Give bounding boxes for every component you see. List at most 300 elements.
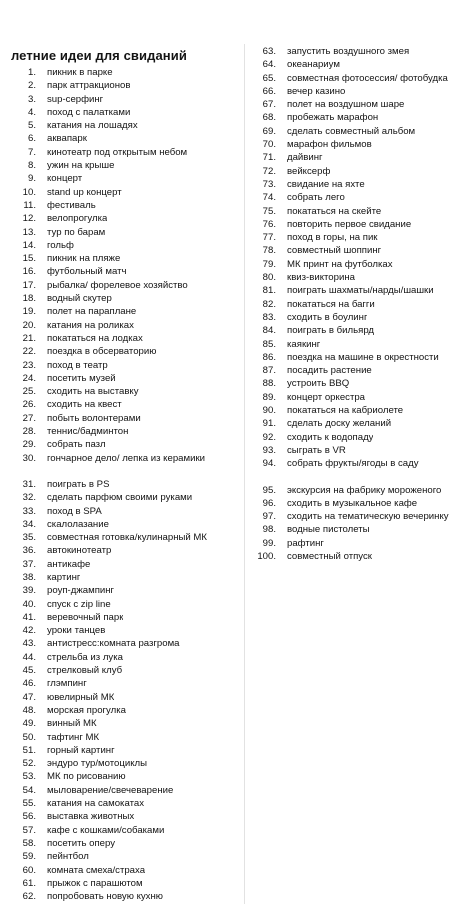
list-item-text: сделать совместный альбом	[287, 125, 416, 137]
list-item-number: 77.	[262, 232, 276, 244]
list-item	[16, 292, 244, 305]
list-item	[256, 351, 470, 364]
list-item-number: 94.	[262, 458, 276, 470]
list-item	[16, 717, 244, 730]
list-item-text: поход в SPA	[47, 505, 102, 517]
list-item-text: винный МК	[47, 718, 97, 730]
list-item-number: 55.	[22, 798, 36, 810]
list-item-number: 85.	[262, 338, 276, 350]
list-item-text: катания на самокатах	[47, 798, 144, 810]
list-item	[16, 119, 244, 132]
list-item-number: 72.	[262, 165, 276, 177]
list-item	[16, 651, 244, 664]
list-item-text: свидание на яхте	[287, 178, 365, 190]
list-item-number: 26.	[22, 399, 36, 411]
list-item-number: 20.	[22, 319, 36, 331]
list-item-text: ужин на крыше	[47, 160, 115, 172]
list-item-text: роуп-джампинг	[47, 585, 115, 597]
list-item-text: рыбалка/ форелевое хозяйство	[47, 279, 188, 291]
list-item-text: выставка животных	[47, 811, 135, 823]
list-item	[16, 212, 244, 225]
list-item-text: стрелковый клуб	[47, 665, 123, 677]
list-item	[16, 584, 244, 597]
list-item-text: поход в театр	[47, 359, 108, 371]
list-item	[16, 491, 244, 504]
list-item	[16, 398, 244, 411]
list-item-text: повторить первое свидание	[287, 218, 412, 230]
list-item	[16, 850, 244, 863]
list-item-number: 79.	[262, 258, 276, 270]
list-item	[256, 324, 470, 337]
list-item	[256, 151, 470, 164]
list-item	[256, 45, 470, 58]
list-item-number: 65.	[262, 72, 276, 84]
list-item	[256, 537, 470, 550]
list-item-number: 68.	[262, 112, 276, 124]
list-item-number: 87.	[262, 365, 276, 377]
list-item	[256, 58, 470, 71]
list-item	[16, 598, 244, 611]
list-item-text: катания на роликах	[47, 319, 134, 331]
list-item	[256, 98, 470, 111]
list-item-number: 63.	[262, 46, 276, 57]
list-item	[256, 457, 470, 470]
list-item-number: 42.	[22, 625, 36, 637]
list-item-text: парк аттракционов	[47, 80, 131, 92]
list-item-text: велопрогулка	[47, 213, 108, 225]
list-item-number: 99.	[262, 537, 276, 549]
list-item-text: поиграть в PS	[47, 478, 110, 490]
list-item	[16, 704, 244, 717]
list-item-text: антистресс:комната разгрома	[47, 638, 180, 650]
list-item-text: покататься на кабриолете	[287, 405, 404, 417]
list-item-number: 32.	[22, 492, 36, 504]
list-item-number: 21.	[22, 332, 36, 344]
list-item	[256, 377, 470, 390]
list-item	[16, 226, 244, 239]
list-item	[16, 172, 244, 185]
list-item-number: 96.	[262, 497, 276, 509]
list-item-number: 67.	[262, 99, 276, 111]
list-item-number: 9.	[27, 173, 36, 185]
list-item	[16, 637, 244, 650]
list-item-text: пикник в парке	[47, 67, 113, 78]
list-item	[256, 338, 470, 351]
list-item-number: 70.	[262, 139, 276, 151]
list-item-text: сходить на квест	[47, 399, 122, 411]
list-item	[256, 271, 470, 284]
list-item-text: сходить на выставку	[47, 386, 139, 398]
list-item-number: 45.	[22, 665, 36, 677]
list-item-number: 93.	[262, 444, 276, 456]
list-item-text: аквапарк	[47, 133, 87, 145]
ideas-list-right-column	[256, 45, 470, 563]
list-item	[16, 505, 244, 518]
list-item-number: 47.	[22, 691, 36, 703]
list-item-number: 75.	[262, 205, 276, 217]
list-item	[16, 412, 244, 425]
list-item-text: stand up концерт	[47, 186, 122, 198]
list-item	[16, 319, 244, 332]
list-item-number: 88.	[262, 378, 276, 390]
list-item-text: кафе с кошками/собаками	[47, 824, 165, 836]
list-item-number: 25.	[22, 386, 36, 398]
list-item-number: 69.	[262, 125, 276, 137]
list-item	[16, 731, 244, 744]
list-item-text: сходить в боулинг	[287, 311, 368, 323]
list-item-number: 81.	[262, 285, 276, 297]
list-item	[256, 191, 470, 204]
list-item-number: 62.	[22, 891, 36, 903]
list-item	[16, 810, 244, 823]
list-item	[16, 757, 244, 770]
list-item-text: устроить BBQ	[287, 378, 350, 390]
list-item	[16, 265, 244, 278]
list-item	[16, 611, 244, 624]
list-item-text: концерт оркестра	[287, 391, 366, 403]
list-item	[256, 404, 470, 417]
list-item-text: поездка в обсерваторию	[47, 346, 157, 358]
list-item-text: вейксерф	[287, 165, 331, 177]
list-item-number: 11.	[23, 199, 36, 211]
list-item-number: 51.	[22, 744, 36, 756]
list-item-text: антикафе	[47, 558, 91, 570]
list-item-number: 95.	[262, 484, 276, 496]
list-item-number: 19.	[22, 306, 36, 318]
column-divider	[244, 44, 245, 904]
list-item	[16, 199, 244, 212]
list-item-number: 56.	[22, 811, 36, 823]
list-item-number: 89.	[262, 391, 276, 403]
list-item	[256, 510, 470, 523]
list-item-text: водный скутер	[47, 293, 112, 305]
list-item-number: 38.	[22, 571, 36, 583]
list-item	[256, 497, 470, 510]
list-item	[16, 359, 244, 372]
list-item-text: гончарное дело/ лепка из керамики	[47, 452, 205, 464]
list-item-text: тур по барам	[47, 226, 106, 238]
list-item	[16, 744, 244, 757]
list-item	[16, 571, 244, 584]
list-item-number: 4.	[27, 106, 36, 118]
list-item	[256, 417, 470, 430]
list-item-text: вечер казино	[287, 85, 346, 97]
list-item-text: океанариум	[287, 59, 340, 71]
list-item	[256, 85, 470, 98]
list-item-text: комната смеха/страха	[47, 864, 146, 876]
list-item-text: скалолазание	[47, 518, 109, 530]
list-item-number: 12.	[22, 213, 36, 225]
list-item	[16, 784, 244, 797]
list-item-number: 41.	[22, 611, 36, 623]
list-item-text: морская прогулка	[47, 704, 126, 716]
list-item-text: теннис/бадминтон	[47, 426, 129, 438]
list-item	[16, 66, 244, 79]
list-item-text: совместный шоппинг	[287, 245, 382, 257]
list-item-number: 13.	[22, 226, 36, 238]
list-item	[16, 558, 244, 571]
list-item-text: собрать фрукты/ягоды в саду	[287, 458, 419, 470]
list-item	[16, 890, 244, 903]
list-item	[256, 138, 470, 151]
list-item-number: 82.	[262, 298, 276, 310]
list-item-text: водные пистолеты	[287, 524, 370, 536]
list-item-text: дайвинг	[287, 152, 323, 164]
list-item	[256, 231, 470, 244]
list-item-number: 74.	[262, 192, 276, 204]
list-item-number: 52.	[22, 758, 36, 770]
list-item-number: 61.	[22, 877, 36, 889]
list-item-text: совместная фотосессия/ фотобудка	[287, 72, 448, 84]
list-item-text: прыжок с парашютом	[47, 877, 143, 889]
list-item	[256, 111, 470, 124]
list-item-number: 23.	[22, 359, 36, 371]
list-item-text: каякинг	[287, 338, 321, 350]
list-item-number: 59.	[22, 851, 36, 863]
list-item	[16, 279, 244, 292]
list-item-text: МК принт на футболках	[287, 258, 393, 270]
list-item	[16, 877, 244, 890]
list-item-text: пикник на пляже	[47, 253, 121, 265]
list-item-text: собрать пазл	[47, 439, 106, 451]
list-item	[16, 93, 244, 106]
list-item-text: пробежать марафон	[287, 112, 379, 124]
list-item	[16, 478, 244, 491]
list-item-number: 30.	[22, 452, 36, 464]
list-item-number: 40.	[22, 598, 36, 610]
list-item	[256, 484, 470, 497]
list-item	[16, 159, 244, 172]
list-item-number: 83.	[262, 311, 276, 323]
list-item	[16, 186, 244, 199]
list-item-number: 22.	[22, 346, 36, 358]
list-item	[16, 146, 244, 159]
list-item-number: 57.	[22, 824, 36, 836]
list-item	[16, 332, 244, 345]
list-item	[16, 824, 244, 837]
list-item-text: катания на лошадях	[47, 120, 138, 132]
list-item-text: совместная готовка/кулинарный МК	[47, 532, 208, 544]
list-item	[16, 239, 244, 252]
list-item	[256, 550, 470, 563]
list-item-number: 43.	[22, 638, 36, 650]
list-item-text: sup-серфинг	[47, 93, 104, 105]
list-item-number: 36.	[22, 545, 36, 557]
list-item-text: сходить в музыкальное кафе	[287, 497, 418, 509]
list-item-number: 49.	[22, 718, 36, 730]
list-item-text: веревочный парк	[47, 611, 124, 623]
list-item	[256, 523, 470, 536]
list-item	[16, 837, 244, 850]
list-item	[16, 691, 244, 704]
list-item	[256, 205, 470, 218]
list-item	[16, 797, 244, 810]
list-item-text: ювелирный МК	[47, 691, 115, 703]
list-item-text: покататься на лодках	[47, 332, 143, 344]
list-item-number: 44.	[22, 651, 36, 663]
list-item-number: 64.	[262, 59, 276, 71]
list-item-number: 73.	[262, 178, 276, 190]
list-item-number: 97.	[262, 511, 276, 523]
list-item-text: сыграть в VR	[287, 444, 346, 456]
list-item-text: глэмпинг	[47, 678, 87, 690]
list-item-text: поиграть в бильярд	[287, 325, 375, 337]
list-item-text: рафтинг	[287, 537, 324, 549]
list-item	[16, 452, 244, 465]
list-item-text: стрельба из лука	[47, 651, 123, 663]
list-item-number: 10.	[22, 186, 36, 198]
list-item-text: марафон фильмов	[287, 139, 372, 151]
list-item	[256, 244, 470, 257]
list-item	[256, 364, 470, 377]
list-item-text: посетить оперу	[47, 837, 116, 849]
list-item-number: 58.	[22, 837, 36, 849]
list-item-text: пейнтбол	[47, 851, 89, 863]
list-item-number: 3.	[27, 93, 36, 105]
list-item-number: 37.	[22, 558, 36, 570]
list-item-text: запустить воздушного змея	[287, 46, 410, 57]
list-item	[16, 518, 244, 531]
list-item-text: эндуро тур/мотоциклы	[47, 758, 148, 770]
list-item-number: 15.	[22, 253, 36, 265]
list-item-number: 27.	[22, 412, 36, 424]
list-item	[256, 391, 470, 404]
list-item-text: попробовать новую кухню	[47, 891, 163, 903]
list-item-text: поход в горы, на пик	[287, 232, 378, 244]
list-item-number: 78.	[262, 245, 276, 257]
list-item-text: сходить на тематическую вечеринку	[287, 511, 449, 523]
list-item	[16, 864, 244, 877]
list-item-number: 29.	[22, 439, 36, 451]
list-item-number: 18.	[22, 293, 36, 305]
list-item-text: гольф	[47, 239, 74, 251]
list-item-number: 8.	[27, 160, 36, 172]
list-item-number: 66.	[262, 85, 276, 97]
list-item-number: 46.	[22, 678, 36, 690]
list-item-text: посадить растение	[287, 365, 372, 377]
list-item-number: 17.	[22, 279, 36, 291]
list-item-number: 39.	[22, 585, 36, 597]
list-item	[256, 72, 470, 85]
list-item	[256, 284, 470, 297]
ideas-list-left-column	[16, 66, 244, 903]
list-item	[256, 125, 470, 138]
list-item-text: кинотеатр под открытым небом	[47, 146, 188, 158]
list-item-text: полет на параплане	[47, 306, 137, 318]
list-item-number: 91.	[262, 418, 276, 430]
list-item-text: МК по рисованию	[47, 771, 126, 783]
list-item	[16, 425, 244, 438]
list-item	[16, 664, 244, 677]
list-item-text: покататься на скейте	[287, 205, 382, 217]
list-item-text: собрать лего	[287, 192, 345, 204]
list-item-number: 100.	[257, 550, 276, 562]
list-item-text: сделать доску желаний	[287, 418, 392, 430]
list-item-text: квиз-викторина	[287, 272, 355, 284]
list-item-number: 92.	[262, 431, 276, 443]
list-item-text: мыловарение/свечеварение	[47, 784, 174, 796]
list-item-number: 80.	[262, 272, 276, 284]
list-item	[16, 531, 244, 544]
list-item-number: 71.	[262, 152, 276, 164]
list-item-text: горный картинг	[47, 744, 115, 756]
list-item-text: экскурсия на фабрику мороженого	[287, 484, 442, 496]
list-item-number: 31.	[22, 478, 36, 490]
list-item	[16, 106, 244, 119]
list-item	[16, 345, 244, 358]
list-item-number: 5.	[27, 120, 36, 132]
list-item	[16, 385, 244, 398]
list-item-number: 86.	[262, 351, 276, 363]
list-item-text: футбольный матч	[47, 266, 127, 278]
list-item-number: 16.	[22, 266, 36, 278]
list-item	[16, 132, 244, 145]
list-item	[16, 372, 244, 385]
list-item-number: 24.	[22, 372, 36, 384]
list-item-text: покататься на багги	[287, 298, 375, 310]
list-item	[16, 624, 244, 637]
list-item-number: 98.	[262, 524, 276, 536]
list-item-number: 14.	[22, 239, 36, 251]
list-item	[256, 165, 470, 178]
list-item	[256, 258, 470, 271]
list-item-number: 60.	[22, 864, 36, 876]
list-item	[16, 677, 244, 690]
list-item-number: 1.	[27, 67, 36, 78]
list-item-text: сходить к водопаду	[287, 431, 374, 443]
list-item	[256, 178, 470, 191]
list-item-number: 54.	[22, 784, 36, 796]
list-item-number: 35.	[22, 532, 36, 544]
list-item	[16, 438, 244, 451]
list-item-number: 34.	[22, 518, 36, 530]
list-item-number: 76.	[262, 218, 276, 230]
list-item-text: побыть волонтерами	[47, 412, 141, 424]
list-item-number: 53.	[22, 771, 36, 783]
list-item	[16, 79, 244, 92]
list-item	[16, 770, 244, 783]
list-item-number: 2.	[27, 80, 36, 92]
list-item-number: 90.	[262, 405, 276, 417]
list-item-text: фестиваль	[47, 199, 96, 211]
list-item-number: 6.	[27, 133, 36, 145]
list-item-text: уроки танцев	[47, 625, 106, 637]
list-item	[256, 444, 470, 457]
list-item	[256, 298, 470, 311]
list-item-text: совместный отпуск	[287, 550, 372, 562]
list-item	[256, 311, 470, 324]
list-item-text: поездка на машине в окрестности	[287, 351, 439, 363]
list-item-number: 48.	[22, 704, 36, 716]
list-item	[16, 544, 244, 557]
list-item-number: 84.	[262, 325, 276, 337]
list-item	[256, 218, 470, 231]
list-item-text: автокинотеатр	[47, 545, 112, 557]
list-item-text: картинг	[47, 571, 81, 583]
list-item	[16, 252, 244, 265]
list-item-text: поиграть шахматы/нарды/шашки	[287, 285, 434, 297]
list-item-number: 33.	[22, 505, 36, 517]
list-item-text: концерт	[47, 173, 83, 185]
list-item-text: сделать парфюм своими руками	[47, 492, 193, 504]
list-item-number: 50.	[22, 731, 36, 743]
list-item	[16, 305, 244, 318]
list-item-number: 7.	[27, 146, 36, 158]
page-title: летние идеи для свиданий	[11, 48, 187, 63]
list-item-text: полет на воздушном шаре	[287, 99, 405, 111]
list-item-text: тафтинг МК	[47, 731, 100, 743]
list-item	[256, 431, 470, 444]
